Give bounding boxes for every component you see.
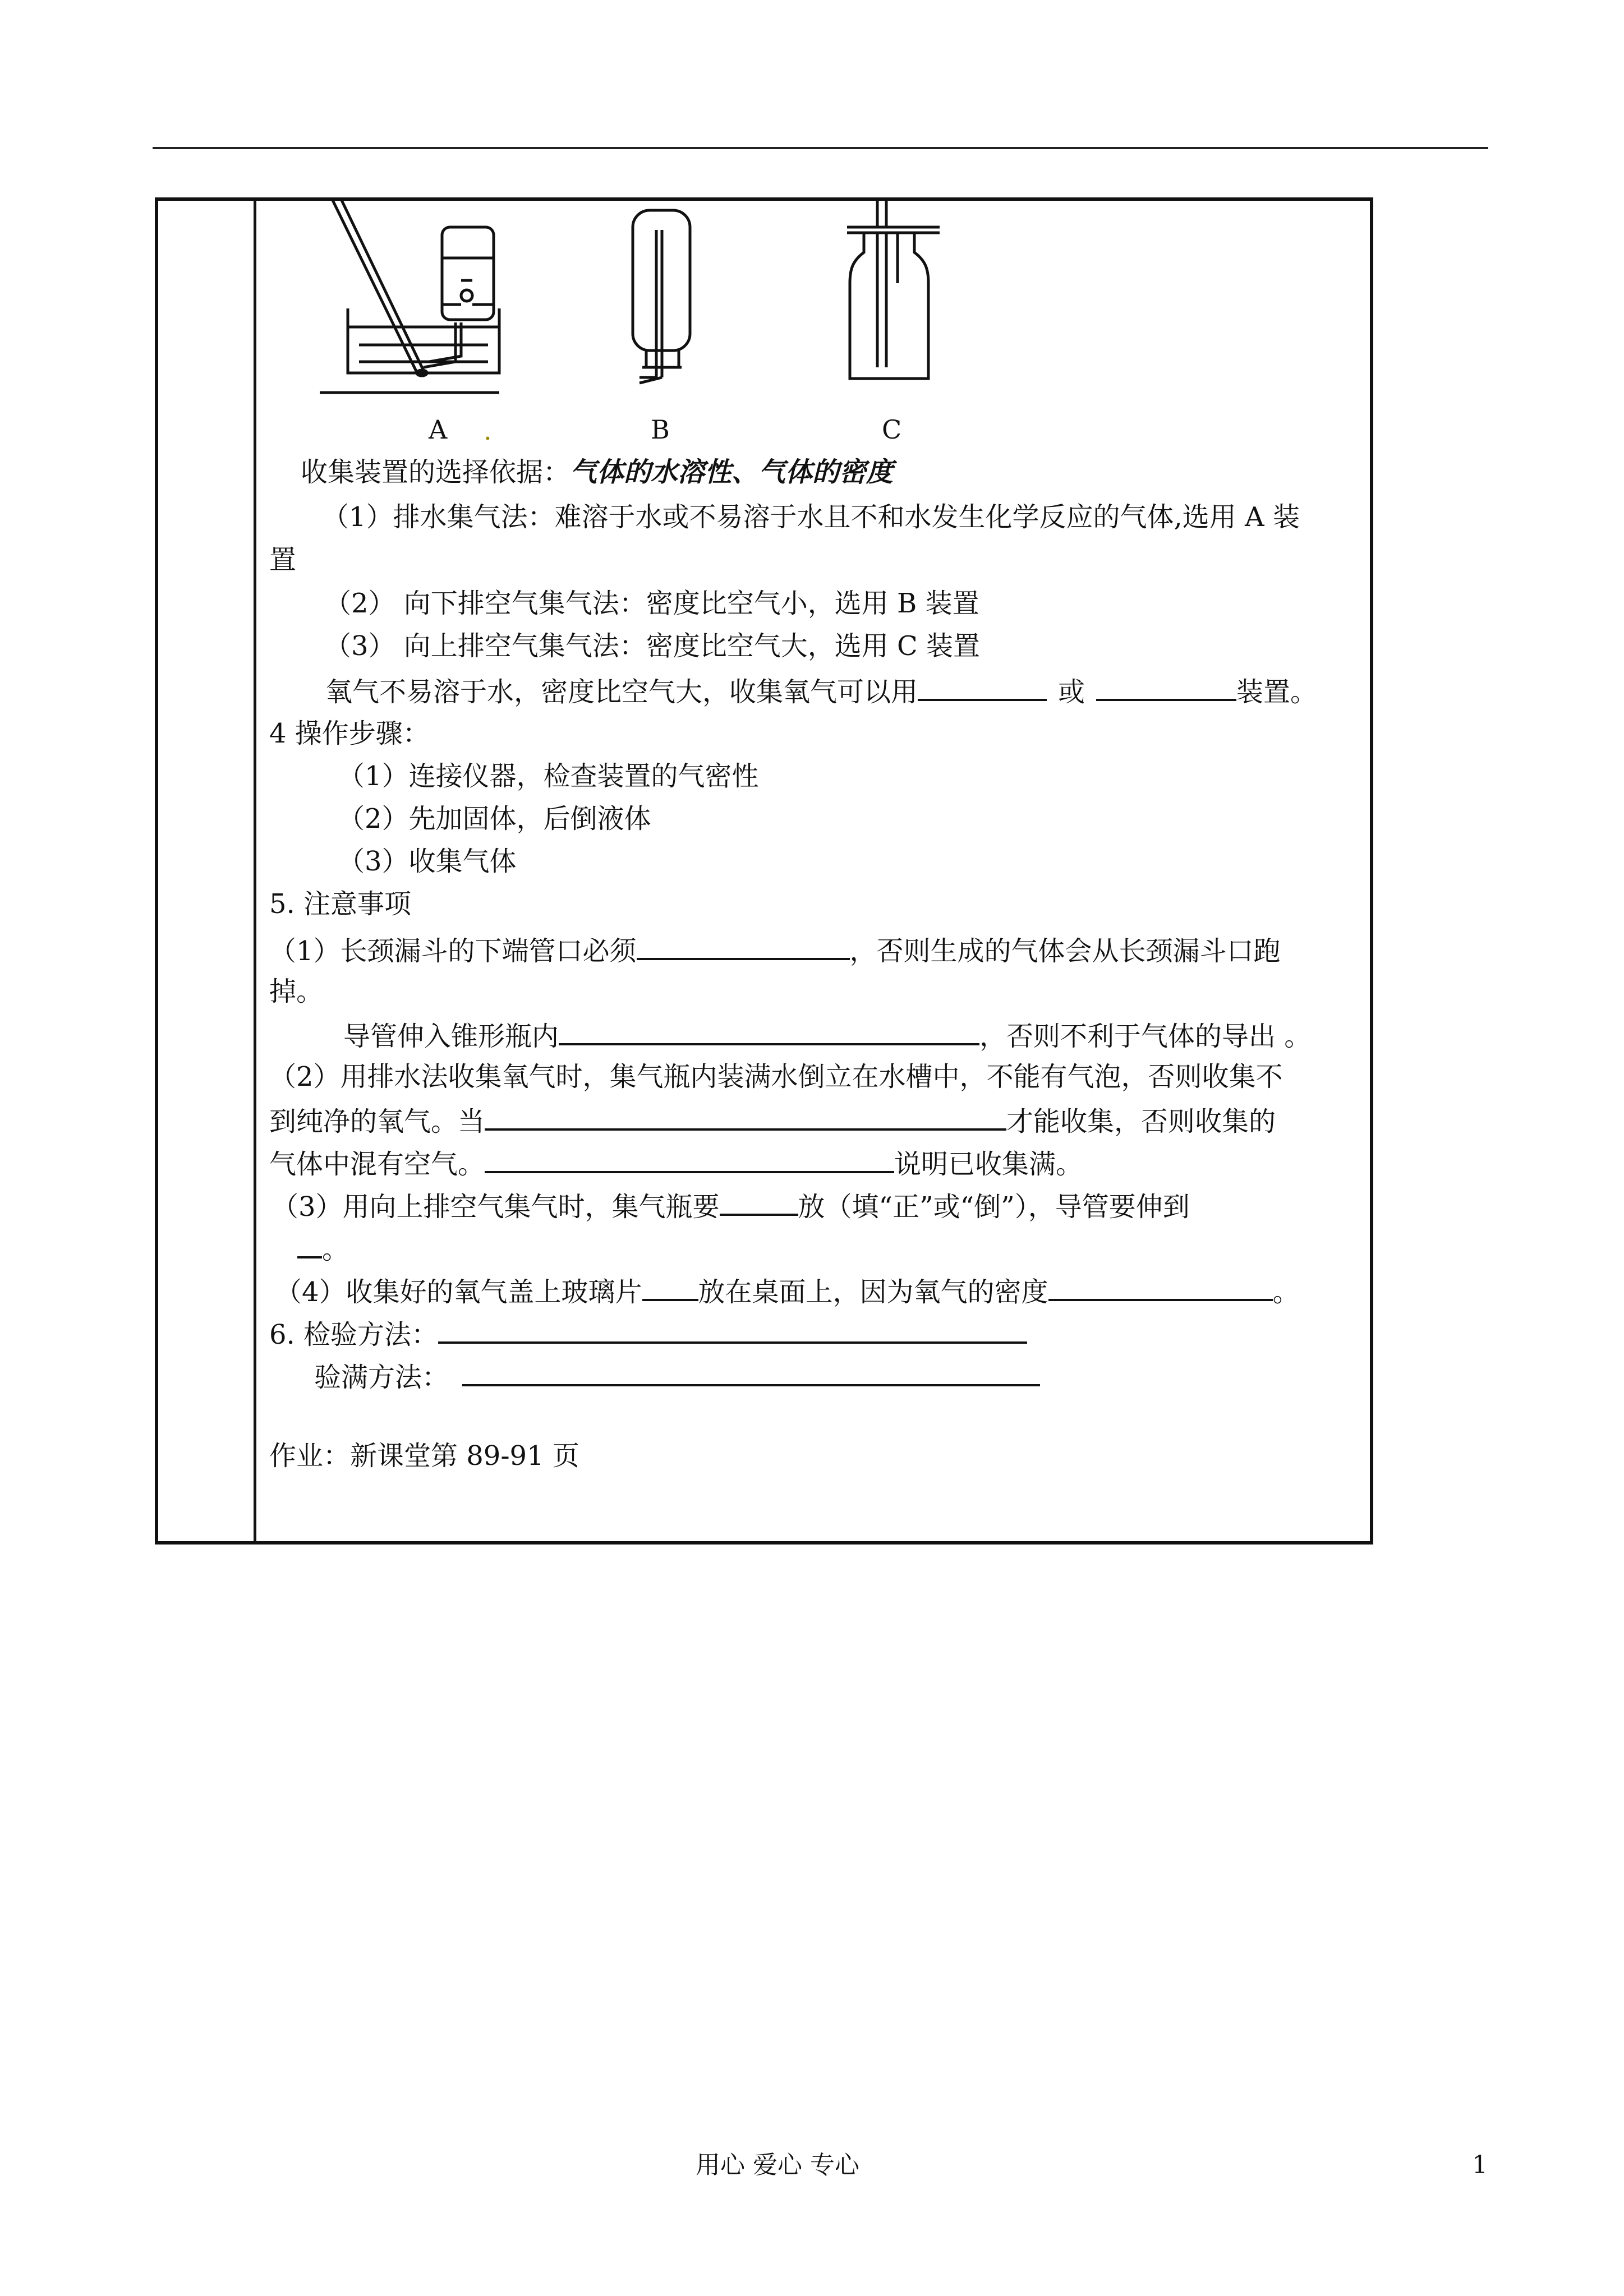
diagram-label-a: A [429, 414, 448, 445]
note-3-text-b: 放（填“正”或“倒”），导管要伸到 [798, 1191, 1190, 1223]
note-1-text-b: ，否则生成的气体会从长颈漏斗口跑 [849, 935, 1281, 967]
step-3: （3）收集气体 [338, 846, 517, 877]
note-2-when-line [269, 1103, 1276, 1138]
oxygen-or: 或 [1058, 676, 1085, 708]
test-method-blank[interactable] [438, 1316, 1027, 1344]
stray-mark: . [484, 416, 492, 446]
note-1-text-a: （1）长颈漏斗的下端管口必须 [269, 935, 637, 967]
method-2-line: （2） 向下排空气集气法：密度比空气小，选用 B 装置 [324, 588, 979, 619]
header-rule [153, 147, 1488, 149]
oxygen-collection-end: 装置。 [1236, 676, 1318, 708]
note-4-text-b: 放在桌面上，因为氧气的密度 [698, 1276, 1048, 1308]
note-2-blank-1[interactable] [485, 1103, 1006, 1131]
note-4-text-a: （4）收集好的氧气盖上玻璃片 [275, 1276, 642, 1308]
selection-basis-line [301, 455, 893, 489]
notes-title: 5. 注意事项 [269, 888, 412, 920]
step-1: （1）连接仪器，检查装置的气密性 [338, 760, 759, 792]
note-2-full-end: 说明已收集满。 [894, 1149, 1083, 1180]
note-3-continuation [297, 1230, 349, 1266]
apparatus-b-downward-air [633, 210, 690, 383]
full-method-label: 验满方法： [314, 1362, 449, 1393]
step-2: （2）先加固体，后倒液体 [338, 803, 651, 835]
note-1-blank-1[interactable] [637, 932, 850, 960]
note-1-line [269, 932, 1281, 968]
footer-motto: 用心 爱心 专心 [696, 2151, 859, 2179]
note-3-text-a: （3）用向上排空气集气时，集气瓶要 [272, 1191, 720, 1223]
note-2-full-line [269, 1145, 1083, 1181]
note-4-blank-2[interactable] [1048, 1273, 1273, 1301]
gas-collection-apparatus-diagram [314, 199, 987, 401]
oxygen-blank-1[interactable] [918, 673, 1047, 701]
note-2-when-text: 到纯净的氧气。当 [269, 1106, 485, 1137]
selection-basis-prefix: 收集装置的选择依据： [301, 457, 571, 488]
note-4-blank-1[interactable] [642, 1273, 698, 1301]
full-method-blank[interactable] [462, 1358, 1040, 1386]
note-4-end: 。 [1272, 1276, 1300, 1308]
diagram-label-b: B [651, 414, 670, 445]
note-3-blank-2[interactable] [297, 1230, 322, 1258]
note-2-blank-2[interactable] [485, 1145, 894, 1173]
oxygen-collection-text: 氧气不易溶于水，密度比空气大，收集氧气可以用 [325, 676, 918, 708]
note-1-tube-line [343, 1017, 1311, 1053]
note-4-line [275, 1273, 1300, 1309]
selection-basis-emphasis: 气体的水溶性、气体的密度 [570, 457, 894, 488]
note-1-continuation: 掉。 [269, 976, 324, 1007]
apparatus-c-upward-air [847, 199, 940, 379]
method-1-continuation: 置 [269, 544, 297, 575]
steps-title: 4 操作步骤： [269, 718, 430, 749]
note-3-blank-1[interactable] [720, 1188, 798, 1216]
frame-column-divider [254, 197, 256, 1545]
diagram-label-c: C [882, 414, 902, 445]
note-1-tube-text: 导管伸入锥形瓶内 [343, 1021, 559, 1052]
note-1-tube-end: ，否则不利于气体的导出 。 [979, 1021, 1312, 1052]
method-1-line: （1）排水集气法：难溶于水或不易溶于水且不和水发生化学反应的气体,选用 A 装 [322, 501, 1300, 533]
oxygen-collection-line [325, 673, 1317, 709]
full-method-line [314, 1358, 1040, 1394]
oxygen-blank-2[interactable] [1096, 673, 1236, 701]
test-method-label: 6. 检验方法： [269, 1319, 439, 1350]
note-1-blank-2[interactable] [559, 1017, 979, 1045]
note-3-end: 。 [322, 1234, 349, 1265]
method-3-line: （3） 向上排空气集气法：密度比空气大，选用 C 装置 [324, 630, 981, 662]
page-number: 1 [1472, 2151, 1488, 2179]
test-method-line [269, 1316, 1027, 1352]
note-3-line [272, 1188, 1190, 1224]
note-2-when-end: 才能收集，否则收集的 [1006, 1106, 1276, 1137]
note-2-line: （2）用排水法收集氧气时，集气瓶内装满水倒立在水槽中，不能有气泡，否则收集不 [269, 1061, 1283, 1092]
note-2-full-text: 气体中混有空气。 [269, 1149, 485, 1180]
apparatus-a-water-trough [320, 199, 499, 393]
homework-line: 作业：新课堂第 89-91 页 [269, 1440, 579, 1472]
